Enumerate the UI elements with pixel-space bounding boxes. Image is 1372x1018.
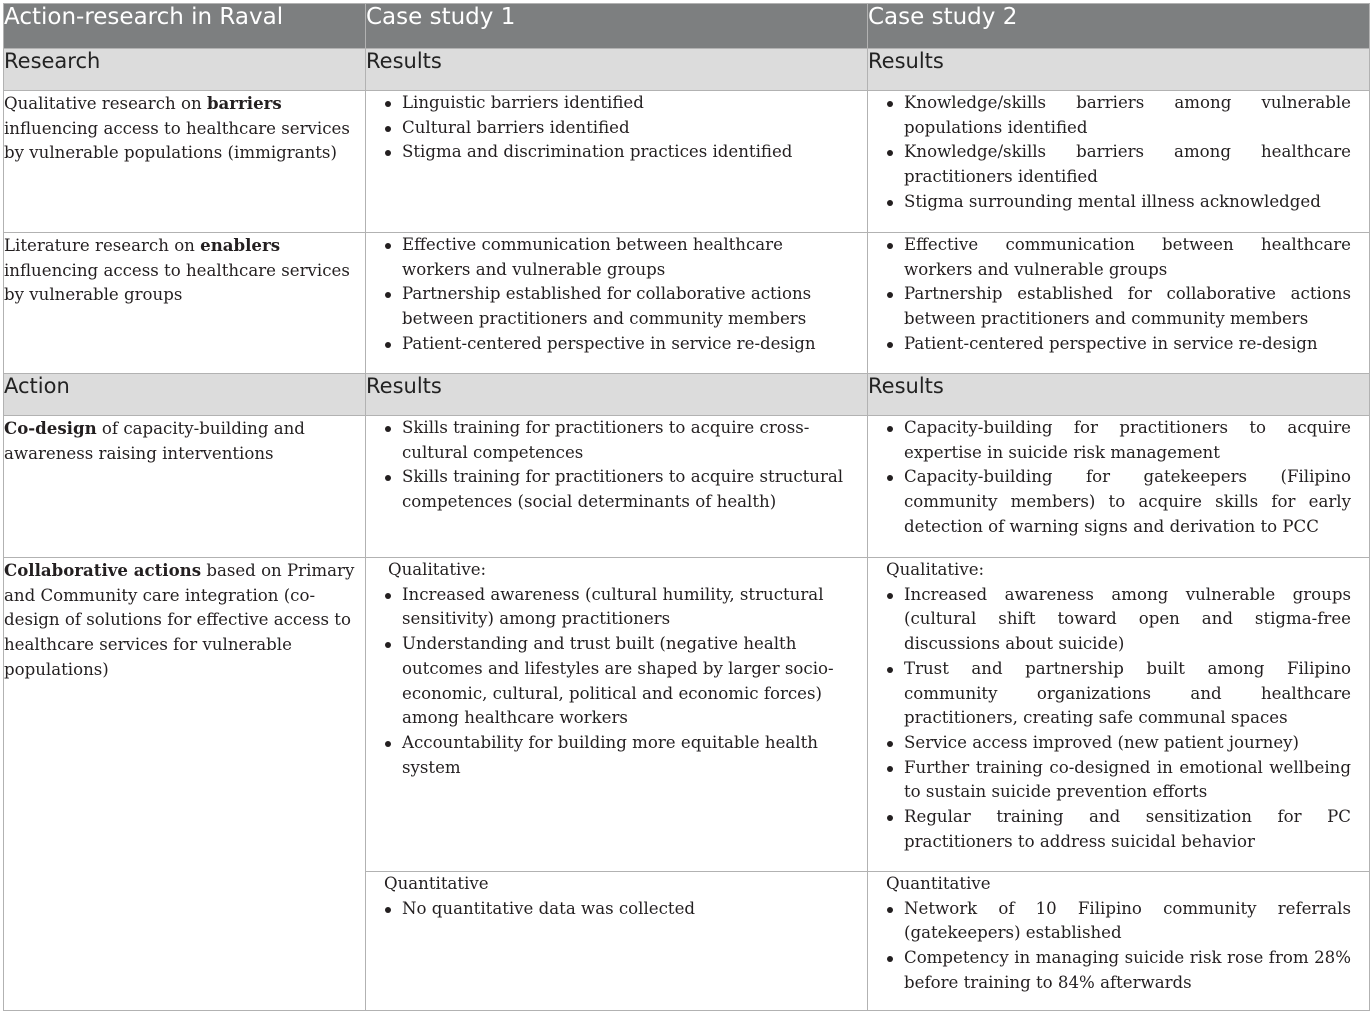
- list-item: Regular training and sensitization for PC practitioners to address suicidal behavior: [886, 805, 1351, 854]
- list-item: Increased awareness among vulnerable groups (cultural shift toward open and stigma-free discussions about suicide): [886, 583, 1351, 657]
- list-item: Skills training for practitioners to acquire cross-cultural competences: [384, 416, 849, 465]
- enablers-case1: [366, 233, 868, 374]
- codesign-description: Co-design of capacity-building and awareness raising interventions: [4, 416, 366, 558]
- list-item: Increased awareness (cultural humility, structural sensitivity) among practitioners: [384, 583, 849, 632]
- header-case-study-1: Case study 1: [366, 4, 868, 49]
- list-item: Linguistic barriers identified: [384, 91, 849, 116]
- collab-case2-qualitative: [868, 558, 1370, 872]
- list-item: Stigma surrounding mental illness acknowledged: [886, 190, 1351, 215]
- list-item: Patient-centered perspective in service re-design: [886, 332, 1351, 357]
- list-item: Patient-centered perspective in service re-design: [384, 332, 849, 357]
- list-item: Partnership established for collaborative actions between practitioners and community members: [886, 282, 1351, 331]
- list-item: Cultural barriers identified: [384, 116, 849, 141]
- qualitative-label: Qualitative:: [886, 560, 985, 579]
- table-row-collab-qualitative: [4, 558, 1370, 872]
- table-row-enablers: [4, 233, 1370, 374]
- research-section-header: [4, 49, 1370, 91]
- list-item: Stigma and discrimination practices identified: [384, 140, 849, 165]
- collab-case1-quantitative: [366, 872, 868, 1011]
- list-item: Further training co-designed in emotional wellbeing to sustain suicide prevention efforts: [886, 756, 1351, 805]
- table-row-barriers: [4, 91, 1370, 233]
- list-item: Knowledge/skills barriers among vulnerable populations identified: [886, 91, 1351, 140]
- research-results-2: Results: [868, 49, 1370, 91]
- list-item: Network of 10 Filipino community referrals (gatekeepers) established: [886, 897, 1351, 946]
- list-item: Effective communication between healthcare workers and vulnerable groups: [384, 233, 849, 282]
- action-results-2: Results: [868, 374, 1370, 416]
- header-case-study-2: Case study 2: [868, 4, 1370, 49]
- enablers-case2: [868, 233, 1370, 374]
- list-item: Effective communication between healthcare workers and vulnerable groups: [886, 233, 1351, 282]
- codesign-case1: [366, 416, 868, 558]
- list-item: Understanding and trust built (negative health outcomes and lifestyles are shaped by larger socio-economic, cultural, political and economic forces) among healthcare workers: [384, 632, 849, 731]
- list-item: No quantitative data was collected: [384, 897, 849, 922]
- barriers-description: Qualitative research on barriers influencing access to healthcare services by vulnerable populations (immigrants): [4, 91, 366, 233]
- list-item: Knowledge/skills barriers among healthcare practitioners identified: [886, 140, 1351, 189]
- list-item: Skills training for practitioners to acquire structural competences (social determinants of health): [384, 465, 849, 514]
- codesign-case2: [868, 416, 1370, 558]
- research-label: Research: [4, 49, 366, 91]
- list-item: Partnership established for collaborative actions between practitioners and community members: [384, 282, 849, 331]
- list-item: Service access improved (new patient journey): [886, 731, 1351, 756]
- table-header-row: [4, 4, 1370, 49]
- action-label: Action: [4, 374, 366, 416]
- table-row-codesign: [4, 416, 1370, 558]
- collab-description: Collaborative actions based on Primary and Community care integration (co-design of solutions for effective access to healthcare services for vulnerable populations): [4, 558, 366, 1011]
- quantitative-label: Quantitative: [384, 874, 489, 893]
- collab-case2-quantitative: [868, 872, 1370, 1011]
- list-item: Capacity-building for practitioners to acquire expertise in suicide risk management: [886, 416, 1351, 465]
- quantitative-label: Quantitative: [886, 874, 991, 893]
- header-action-research: Action-research in Raval: [4, 4, 366, 49]
- list-item: Trust and partnership built among Filipino community organizations and healthcare practitioners, creating safe communal spaces: [886, 657, 1351, 731]
- qualitative-label: Qualitative:: [388, 560, 487, 579]
- list-item: Accountability for building more equitable health system: [384, 731, 849, 780]
- barriers-case1: [366, 91, 868, 233]
- list-item: Capacity-building for gatekeepers (Filipino community members) to acquire skills for early detection of warning signs and derivation to PCC: [886, 465, 1351, 539]
- enablers-description: Literature research on enablers influencing access to healthcare services by vulnerable groups: [4, 233, 366, 374]
- action-section-header: [4, 374, 1370, 416]
- barriers-case2: [868, 91, 1370, 233]
- research-results-1: Results: [366, 49, 868, 91]
- list-item: Competency in managing suicide risk rose from 28% before training to 84% afterwards: [886, 946, 1351, 995]
- results-table: [3, 3, 1370, 1011]
- collab-case1-qualitative: [366, 558, 868, 872]
- action-results-1: Results: [366, 374, 868, 416]
